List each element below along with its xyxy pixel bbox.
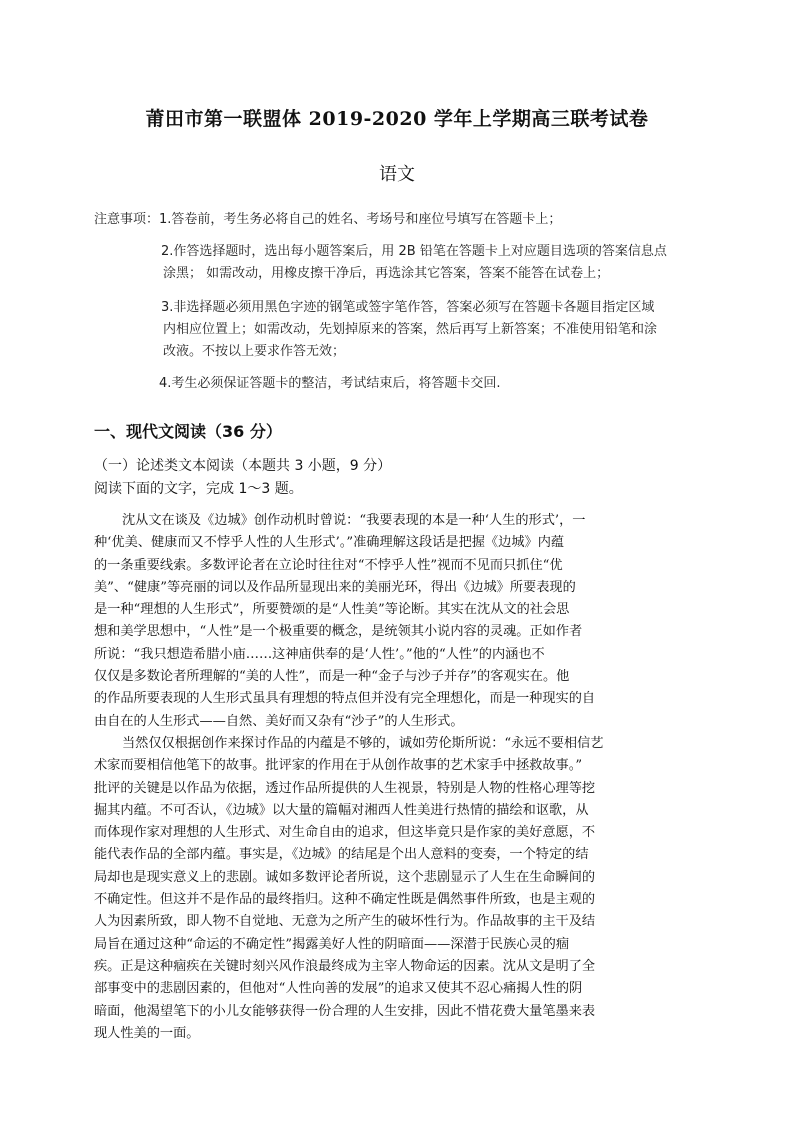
exam-title: 莆田市第一联盟体 2019-2020 学年上学期高三联考试卷 [145,108,649,130]
passage-line: 是一种“理想的人生形式”，所要赞颂的是“人性美”等论断。其实在沈从文的社会思 [94,602,570,618]
passage-line: 种‘优美、健康而又不悖乎人性的人生形式’。”准确理解这段话是把握《边城》内蕴 [94,535,565,551]
passage-line: 美”、“健康”等亮丽的词以及作品所显现出来的美丽光环，得出《边城》所要表现的 [94,579,576,595]
notice-item-2 [161,241,667,285]
notice-line: 3.非选择题必须用黑色字迹的钢笔或签字笔作答，答案必须写在答题卡各题目指定区域 [161,300,655,315]
passage-line: 不确定性。但这并不是作品的最终指归。这种不确定性既是偶然事件所致，也是主观的 [94,892,596,908]
notice-line: 4.考生必须保证答题卡的整洁，考试结束后，将答题卡交回. [159,376,501,391]
passage-line: 局却也是现实意义上的悲剧。诚如多数评论者所说，这个悲剧显示了人生在生命瞬间的 [94,869,596,885]
subject-title: 语文 [379,164,415,185]
passage-line: 部事变中的悲剧因素的，但他对“人性向善的发展”的追求又使其不忍心痛揭人性的阴 [94,981,583,997]
passage-line: 的一条重要线索。多数评论者在立论时往往对“不悖乎人性”视而不见而只抓住“优 [94,557,563,573]
notice-item-3 [161,297,657,363]
notice-item-4 [159,373,501,395]
passage-line: 暗面，他渴望笔下的小儿女能够获得一份合理的人生安排，因此不惜花费大量笔墨来表 [94,1003,596,1019]
passage-line: 想和美学思想中，“人性”是一个极重要的概念，是统领其小说内容的灵魂。正如作者 [94,624,583,640]
passage-line: 现人性美的一面。 [94,1025,200,1041]
passage-line: 术家而要相信他笔下的故事。批评家的作用在于从创作故事的艺术家手中拯救故事。” [94,758,583,774]
passage-line: 沈从文在谈及《边城》创作动机时曾说：“我要表现的本是一种‘人生的形式’，一 [122,513,586,528]
passage-line: 的作品所要表现的人生形式虽具有理想的特点但并没有完全理想化，而是一种现实的自 [94,691,596,707]
passage-line: 所说：“我只想造希腊小庙……这神庙供奉的是‘人性’。”他的“人性”的内涵也不 [94,646,545,662]
paragraph-1 [94,510,700,733]
passage-line: 由自在的人生形式——自然、美好而又杂有“沙子”的人生形式。 [94,713,464,729]
notice-item-1 [94,209,561,231]
instruction: 阅读下面的文字，完成 1～3 题。 [94,481,303,497]
passage-line: 局旨在通过这种“命运的不确定性”揭露美好人性的阴暗面——深潜于民族心灵的痼 [94,936,570,952]
notice-line: 注意事项：1.答卷前，考生务必将自己的姓名、考场号和座位号填写在答题卡上； [94,212,562,227]
passage [94,510,700,1045]
notice-line: 涂黑； 如需改动，用橡皮擦干净后，再选涂其它答案，答案不能答在试卷上； [163,266,610,281]
passage-line: 批评的关键是以作品为依据，透过作品所提供的人生视景，特别是人物的性格心理等挖 [94,780,596,796]
passage-line: 疾。正是这种痼疾在关键时刻兴风作浪最终成为主宰人物命运的因素。沈从文是明了全 [94,958,596,974]
notice-line: 2.作答选择题时，选出每小题答案后，用 2B 铅笔在答题卡上对应题目选项的答案信息点 [161,244,667,259]
passage-line: 人为因素所致，即人物不自觉地、无意为之所产生的破坏性行为。作品故事的主干及结 [94,914,596,930]
passage-line: 当然仅仅根据创作来探讨作品的内蕴是不够的，诚如劳伦斯所说：“永远不要相信艺 [122,735,604,751]
section-heading: 一、现代文阅读（36 分） [94,422,282,441]
passage-line: 而体现作家对理想的人生形式、对生命自由的追求，但这毕竟只是作家的美好意愿，不 [94,825,596,841]
passage-line: 能代表作品的全部内蕴。事实是，《边城》的结尾是个出人意料的变奏，一个特定的结 [94,847,589,863]
sub-heading: （一）论述类文本阅读（本题共 3 小题，9 分） [94,458,392,474]
notice-line: 改液。不按以上要求作答无效； [163,344,346,359]
notice-line: 内相应位置上；如需改动，先划掉原来的答案，然后再写上新答案；不准使用铅笔和涂 [163,322,658,337]
paragraph-2 [94,733,700,1045]
passage-line: 掘其内蕴。不可否认，《边城》以大量的篇幅对湘西人性美进行热情的描绘和讴歌，从 [94,802,589,818]
passage-line: 仅仅是多数论者所理解的“美的人性”，而是一种“金子与沙子并存”的客观实在。他 [94,669,570,685]
